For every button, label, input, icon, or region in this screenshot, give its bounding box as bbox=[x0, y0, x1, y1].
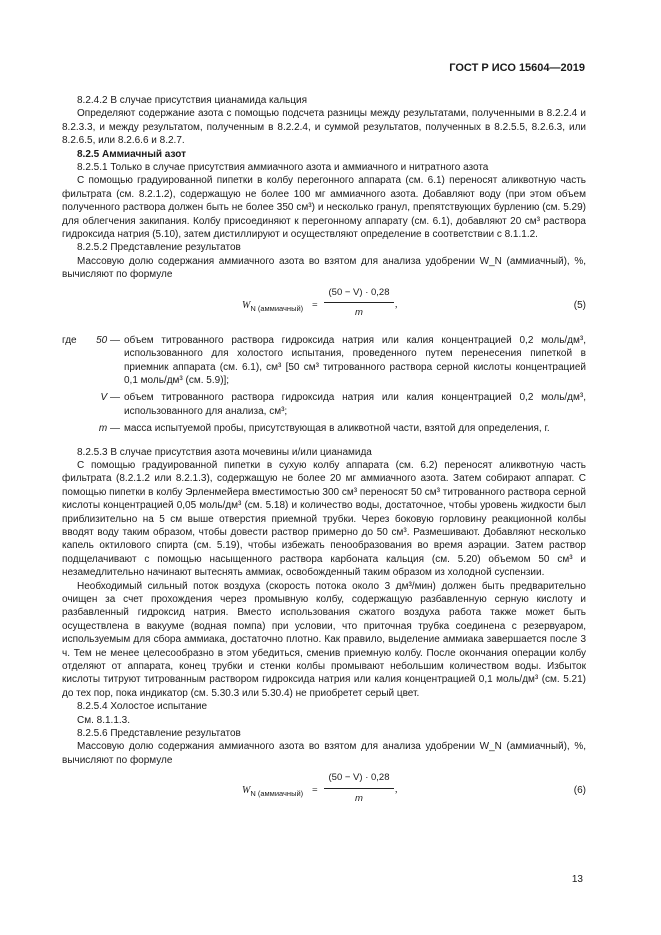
clause-8-2-5-4: 8.2.5.4 Холостое испытание bbox=[77, 701, 208, 713]
formula-lhs: $W_{N (аммиачный)}$ bbox=[242, 785, 304, 799]
clause-8-2-5-heading: 8.2.5 Аммиачный азот bbox=[77, 148, 186, 160]
formula-lhs: $W_{N (аммиачный)}$ bbox=[242, 299, 304, 313]
denominator: m bbox=[355, 307, 363, 319]
paragraph: С помощью градуированной пипетки в колбу перегонного аппарата (см. 6.1) переносят аликвотную часть фильтрата (см. 8.2.1.2), содержащую не более 100 мг аммиачного азота. Добавляют воду (при этом объем полученного раствора должен быть не более 350 см³) и несколько гранул, препятствующих бурлению (см. 5.29) для облегчения закипания. Колбу присоединяют к перегонному аппарату (см. 6.1), добавляют 20 см³ раствора гидроксида натрия (5.10), затем дистиллируют и осуществляют определение в соответствии с 8.1.1.2. bbox=[62, 175, 586, 241]
formula-5: $W_{N (аммиачный)}$ = $\frac{(50 - V) \cdot 0,28}{m}$ , (5) bbox=[242, 286, 586, 319]
where-word bbox=[62, 422, 88, 439]
clause-8-2-5-2: 8.2.5.2 Представление результатов bbox=[77, 242, 241, 254]
paragraph: С помощью градуированной пипетки в сухую колбу аппарата (см. 6.2) переносят аликвотную часть фильтрата (8.2.1.2 или 8.2.1.3), содержащую не более 20 мг аммиачного азота. Затем собирают аппарат. С помощью пипетки в колбу Эрленмейера вместимостью 300 см³ переносят 50 см³ титрованного раствора серной кислоты концентрацией 0,05 моль/дм³ (см. 5.18) и количество воды, достаточное, чтобы уровень жидкости был приблизительно на 5 см выше отверстия приемной трубки. Через боковую горловину реакционной колбы вводят воду таким образом, чтобы довести раствор примерно до 50 см³. Размешивают. Добавляют несколько капель октилового спирта (см. 5.19), чтобы избежать пенообразования во время аэрации. Затем раствор подщелачивают с помощью насыщенного раствора карбоната кальция (см. 5.20) объемом 50 см³ и незамедлительно начинают вытеснять аммиак, освобожденный таким образом из холодной суспензии. bbox=[62, 459, 586, 579]
paragraph: Определяют содержание азота с помощью подсчета разницы между результатами, полученными в 8.2.2.4 и 8.2.3.3, и между результатом, полученным в 8.2.2.4, и суммой результатов, полученных в 8.2.5.5, 8.2.6.3, или 8.2.6.5, или 8.2.6.6 и 8.2.7. bbox=[62, 108, 586, 147]
clause-8-2-5-3: 8.2.5.3 В случае присутствия азота мочевины и/или цианамида bbox=[77, 446, 372, 458]
formula-number: (6) bbox=[573, 785, 586, 797]
where-word: где bbox=[62, 334, 77, 346]
symbol: V — bbox=[100, 392, 120, 404]
symbol: 50 — bbox=[96, 334, 120, 346]
formula-number: (5) bbox=[573, 299, 586, 311]
paragraph: Необходимый сильный поток воздуха (скорость потока около 3 дм³/мин) должен быть предварительно очищен за счет прохождения через промывную колбу, содержащую разбавленную серную кислоту и разбавленный гидроксид натрия. Вместо использования сжатого воздуха работа также может быть осуществлена в вакууме (водная помпа) при условии, что приточная трубка соединена с резервуаром, используемым для сбора аммиака, достаточно плотно. Как правило, выделение аммиака завершается после 3 ч. Тем не менее целесообразно в этом убедиться, сменив приемную колбу. После окончания операции колбу отделяют от аппарата, конец трубки и стенки колбы промывают небольшим количеством воды. Избыток кислоты титруют титрованным раствором гидроксида натрия или калия концентрацией 0,1 моль/дм³ (см. 5.21) до тех пор, пока индикатор (см. 5.30.3 или 5.30.4) не приобретет серый цвет. bbox=[62, 580, 586, 699]
paragraph: См. 8.1.1.3. bbox=[77, 714, 131, 726]
paragraph: Массовую долю содержания аммиачного азота во взятом для анализа удобрении W_N (аммиачный), %, вычисляют по формуле bbox=[62, 255, 586, 281]
numerator: (50 − V) · 0,28 bbox=[324, 286, 394, 303]
numerator: (50 − V) · 0,28 bbox=[324, 771, 394, 788]
fraction bbox=[324, 286, 394, 320]
definition-text: объем титрованного раствора гидроксида натрия или калия концентрацией 0,2 моль/дм³, использованного для холостого испытания, проведенного путем перенесения пипеткой в приемник аппарата (см. 6.1), см³ [50 см³ титрованного раствора серной кислоты концентрацией 0,1 моль/дм³ (см. 5.9)]; bbox=[124, 334, 586, 386]
page-body bbox=[62, 94, 586, 817]
equals-sign: = bbox=[312, 785, 318, 797]
where-word bbox=[62, 391, 88, 422]
paragraph: Массовую долю содержания аммиачного азота во взятом для анализа удобрении W_N (аммиачный), %, вычисляют по формуле bbox=[62, 741, 586, 766]
definitions-list bbox=[62, 334, 586, 440]
definition-text: масса испытуемой пробы, присутствующая в аликвотной части, взятой для определения, г. bbox=[124, 423, 550, 435]
equals-sign: = bbox=[312, 299, 318, 311]
clause-8-2-4-2: 8.2.4.2 В случае присутствия цианамида кальция bbox=[77, 95, 307, 106]
clause-8-2-5-6: 8.2.5.6 Представление результатов bbox=[77, 728, 241, 740]
definition-text: объем титрованного раствора гидроксида натрия или калия концентрацией 0,2 моль/дм³, использованного для анализа, см³; bbox=[124, 392, 586, 417]
formula-6: $W_{N (аммиачный)}$ = $\frac{(50 - V) \cdot 0,28}{m}$ , (6) bbox=[242, 772, 586, 804]
document-code: ГОСТ Р ИСО 15604—2019 bbox=[449, 62, 585, 74]
fraction bbox=[324, 771, 394, 805]
symbol: m — bbox=[98, 423, 120, 435]
clause-8-2-5-1: 8.2.5.1 Только в случае присутствия аммиачного азота и аммиачного и нитратного азота bbox=[77, 162, 489, 174]
page-number: 13 bbox=[571, 874, 583, 885]
denominator: m bbox=[355, 792, 363, 804]
